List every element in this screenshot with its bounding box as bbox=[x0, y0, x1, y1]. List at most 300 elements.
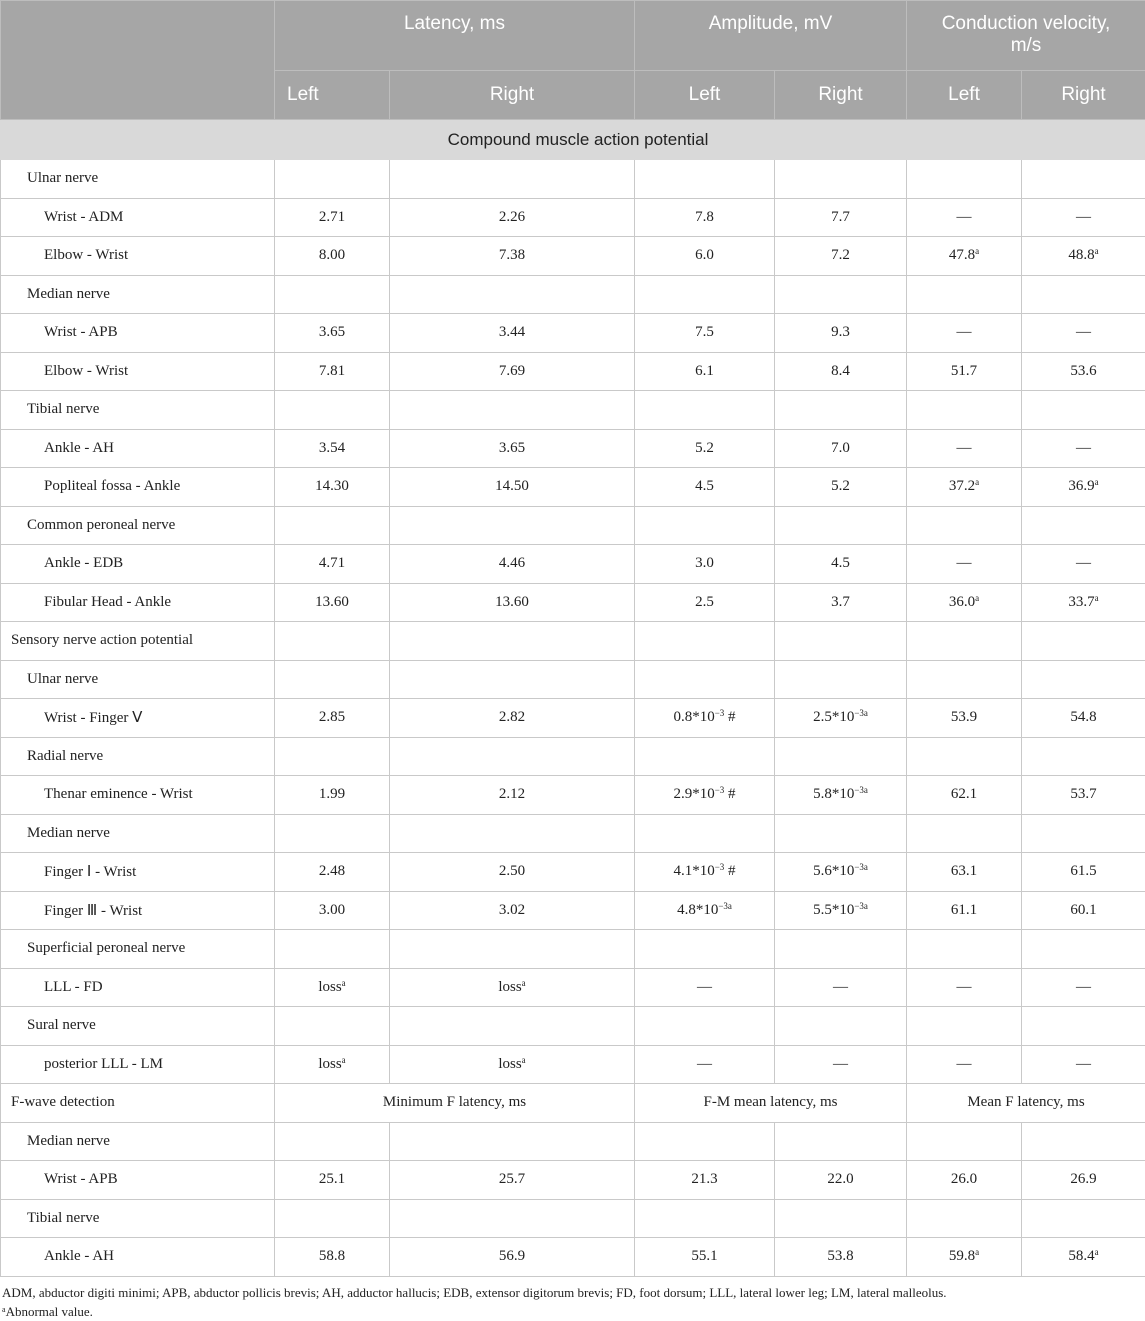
table-cell bbox=[907, 1045, 1022, 1084]
cell-value: 3.54 bbox=[319, 440, 345, 456]
cell-value: 53.9 bbox=[951, 709, 977, 725]
nerve-label: Tibial nerve bbox=[1, 391, 275, 430]
table-cell bbox=[907, 237, 1022, 276]
table-cell bbox=[775, 468, 907, 507]
table-cell bbox=[1022, 583, 1145, 622]
cell-superscript: a bbox=[1095, 593, 1099, 603]
cell-value: 53.6 bbox=[1070, 363, 1096, 379]
table-cell bbox=[635, 776, 775, 815]
table-row bbox=[1, 891, 1145, 930]
table-cell bbox=[390, 776, 635, 815]
table-cell bbox=[1022, 660, 1145, 699]
header-amplitude-left: Left bbox=[635, 71, 775, 120]
table-row bbox=[1, 853, 1145, 892]
table-row bbox=[1, 699, 1145, 738]
cell-value: 7.69 bbox=[499, 363, 525, 379]
cell-value: 3.0 bbox=[695, 555, 714, 571]
cell-value: 60.1 bbox=[1070, 902, 1096, 918]
table-row bbox=[1, 1161, 1145, 1200]
cell-value: — bbox=[1076, 1056, 1091, 1072]
table-cell bbox=[907, 660, 1022, 699]
table-cell bbox=[775, 814, 907, 853]
table-row bbox=[1, 1007, 1145, 1046]
cell-value: 7.5 bbox=[695, 324, 714, 340]
table-cell bbox=[1022, 391, 1145, 430]
footnote-abbreviations: ADM, abductor digiti minimi; APB, abductor pollicis brevis; AH, adductor hallucis; EDB, extensor digitorum brevis; FD, foot dorsum; LLL, lateral lower leg; LM, lateral malleolus. bbox=[2, 1283, 947, 1302]
footnote-abnormal-marker: a bbox=[2, 1305, 6, 1314]
cell-value: 62.1 bbox=[951, 786, 977, 802]
table-cell bbox=[907, 275, 1022, 314]
cell-value: 7.38 bbox=[499, 247, 525, 263]
table-cell bbox=[390, 160, 635, 199]
table-row bbox=[1, 776, 1145, 815]
table-cell bbox=[390, 699, 635, 738]
cell-value: 2.9*10 bbox=[673, 786, 714, 802]
table-cell bbox=[907, 1161, 1022, 1200]
cell-value: 3.00 bbox=[319, 902, 345, 918]
table-cell bbox=[275, 968, 390, 1007]
nerve-label: Radial nerve bbox=[1, 737, 275, 776]
table-row bbox=[1, 275, 1145, 314]
table-cell bbox=[390, 660, 635, 699]
header-empty-cell bbox=[1, 1, 275, 120]
table-row bbox=[1, 429, 1145, 468]
cell-value: 8.00 bbox=[319, 247, 345, 263]
cell-superscript: a bbox=[1095, 477, 1099, 487]
cell-value: 2.5 bbox=[695, 594, 714, 610]
table-cell bbox=[390, 429, 635, 468]
table-cell bbox=[775, 968, 907, 1007]
cell-value: — bbox=[957, 1056, 972, 1072]
segment-label: posterior LLL - LM bbox=[1, 1045, 275, 1084]
table-cell bbox=[907, 891, 1022, 930]
table-cell bbox=[275, 814, 390, 853]
table-cell bbox=[775, 737, 907, 776]
table-cell bbox=[1022, 1007, 1145, 1046]
table-cell bbox=[775, 1238, 907, 1277]
fwave-header-row bbox=[1, 1084, 1145, 1123]
table-row bbox=[1, 314, 1145, 353]
cell-value: — bbox=[957, 209, 972, 225]
table-cell bbox=[275, 391, 390, 430]
segment-label: Thenar eminence - Wrist bbox=[1, 776, 275, 815]
table-row bbox=[1, 545, 1145, 584]
table-cell bbox=[775, 314, 907, 353]
table-cell bbox=[390, 391, 635, 430]
table-row bbox=[1, 506, 1145, 545]
cell-value: 3.65 bbox=[319, 324, 345, 340]
cell-value: — bbox=[957, 324, 972, 340]
table-cell bbox=[775, 237, 907, 276]
table-cell bbox=[390, 1045, 635, 1084]
table-cell bbox=[275, 930, 390, 969]
cell-value: 53.8 bbox=[827, 1248, 853, 1264]
table-cell bbox=[635, 506, 775, 545]
cell-value: 51.7 bbox=[951, 363, 977, 379]
cell-value: 36.9 bbox=[1068, 478, 1094, 494]
cell-value: 55.1 bbox=[691, 1248, 717, 1264]
table-cell bbox=[390, 545, 635, 584]
cell-value: 2.50 bbox=[499, 863, 525, 879]
cell-value: 26.9 bbox=[1070, 1171, 1096, 1187]
table-cell bbox=[775, 352, 907, 391]
table-row bbox=[1, 814, 1145, 853]
table-cell bbox=[775, 275, 907, 314]
cell-value: loss bbox=[318, 979, 341, 995]
table-cell bbox=[275, 545, 390, 584]
cell-superscript: a bbox=[522, 1055, 526, 1065]
cell-value: — bbox=[957, 979, 972, 995]
cell-value: 2.85 bbox=[319, 709, 345, 725]
cell-value: 61.5 bbox=[1070, 863, 1096, 879]
cell-value: 1.99 bbox=[319, 786, 345, 802]
fwave-fm-latency-header: F-M mean latency, ms bbox=[635, 1084, 907, 1123]
table-cell bbox=[907, 737, 1022, 776]
cell-value: 5.5*10 bbox=[813, 902, 854, 918]
segment-label: Ankle - AH bbox=[1, 429, 275, 468]
table-cell bbox=[635, 699, 775, 738]
cell-marker: # bbox=[724, 709, 735, 725]
table-row bbox=[1, 198, 1145, 237]
table-cell bbox=[1022, 699, 1145, 738]
nerve-label: Median nerve bbox=[1, 1122, 275, 1161]
cell-marker: # bbox=[724, 786, 735, 802]
segment-label: Finger Ⅰ - Wrist bbox=[1, 853, 275, 892]
section-title-cmap: Compound muscle action potential bbox=[1, 120, 1145, 160]
table-cell bbox=[635, 583, 775, 622]
cell-value: 14.30 bbox=[315, 478, 349, 494]
table-cell bbox=[1022, 1122, 1145, 1161]
cell-value: 3.65 bbox=[499, 440, 525, 456]
cell-superscript: −3a bbox=[854, 901, 868, 911]
segment-label: Finger Ⅲ - Wrist bbox=[1, 891, 275, 930]
cell-value: 22.0 bbox=[827, 1171, 853, 1187]
table-row bbox=[1, 968, 1145, 1007]
table-cell bbox=[907, 506, 1022, 545]
table-cell bbox=[275, 468, 390, 507]
cell-value: — bbox=[697, 1056, 712, 1072]
table-cell bbox=[390, 853, 635, 892]
table-cell bbox=[1022, 853, 1145, 892]
cell-superscript: a bbox=[342, 1055, 346, 1065]
table-cell bbox=[907, 545, 1022, 584]
cell-superscript: −3a bbox=[718, 901, 732, 911]
table-cell bbox=[390, 1238, 635, 1277]
cell-superscript: a bbox=[1095, 246, 1099, 256]
table-row bbox=[1, 660, 1145, 699]
header-cv-left: Left bbox=[907, 71, 1022, 120]
subsection-label: Sensory nerve action potential bbox=[1, 622, 275, 661]
table-cell bbox=[775, 583, 907, 622]
cell-value: 2.82 bbox=[499, 709, 525, 725]
table-cell bbox=[907, 1122, 1022, 1161]
table-cell bbox=[775, 776, 907, 815]
table-cell bbox=[775, 622, 907, 661]
cell-superscript: a bbox=[1095, 1247, 1099, 1257]
table-cell bbox=[635, 1199, 775, 1238]
cell-value: 3.44 bbox=[499, 324, 525, 340]
table-cell bbox=[275, 583, 390, 622]
table-cell bbox=[390, 583, 635, 622]
table-cell bbox=[1022, 930, 1145, 969]
cell-value: 6.0 bbox=[695, 247, 714, 263]
cell-value: 59.8 bbox=[949, 1248, 975, 1264]
table-cell bbox=[775, 160, 907, 199]
table-row bbox=[1, 622, 1145, 661]
cell-value: 5.2 bbox=[695, 440, 714, 456]
table-cell bbox=[907, 468, 1022, 507]
table-row bbox=[1, 468, 1145, 507]
cell-value: 48.8 bbox=[1068, 247, 1094, 263]
table-cell bbox=[1022, 814, 1145, 853]
table-row bbox=[1, 1045, 1145, 1084]
table-cell bbox=[635, 891, 775, 930]
table-cell bbox=[390, 468, 635, 507]
cell-superscript: −3a bbox=[854, 862, 868, 872]
header-conduction-velocity bbox=[907, 1, 1145, 71]
table-cell bbox=[907, 160, 1022, 199]
table-cell bbox=[390, 1199, 635, 1238]
table-cell bbox=[635, 853, 775, 892]
table-cell bbox=[635, 930, 775, 969]
table-cell bbox=[635, 814, 775, 853]
table-cell bbox=[1022, 198, 1145, 237]
table-cell bbox=[635, 429, 775, 468]
cell-value: 2.12 bbox=[499, 786, 525, 802]
table-cell bbox=[1022, 622, 1145, 661]
table-cell bbox=[635, 545, 775, 584]
table-cell bbox=[275, 853, 390, 892]
cell-value: — bbox=[1076, 209, 1091, 225]
table-cell bbox=[907, 853, 1022, 892]
cell-value: 7.7 bbox=[831, 209, 850, 225]
header-amplitude-right: Right bbox=[775, 71, 907, 120]
header-amplitude: Amplitude, mV bbox=[635, 1, 907, 71]
table-cell bbox=[390, 314, 635, 353]
table-cell bbox=[275, 737, 390, 776]
table-cell bbox=[275, 1161, 390, 1200]
cell-value: 7.8 bbox=[695, 209, 714, 225]
table-cell bbox=[775, 891, 907, 930]
table-cell bbox=[775, 545, 907, 584]
table-cell bbox=[390, 930, 635, 969]
cell-value: — bbox=[1076, 555, 1091, 571]
table-cell bbox=[1022, 275, 1145, 314]
cell-value: 4.5 bbox=[695, 478, 714, 494]
table-row bbox=[1, 1122, 1145, 1161]
table-cell bbox=[390, 622, 635, 661]
cell-value: 4.5 bbox=[831, 555, 850, 571]
cell-superscript: a bbox=[342, 978, 346, 988]
cell-value: 3.02 bbox=[499, 902, 525, 918]
cell-value: 5.2 bbox=[831, 478, 850, 494]
cell-value: loss bbox=[318, 1056, 341, 1072]
table-cell bbox=[390, 237, 635, 276]
cell-value: 4.46 bbox=[499, 555, 525, 571]
cell-value: 58.4 bbox=[1068, 1248, 1094, 1264]
table-cell bbox=[390, 814, 635, 853]
table-cell bbox=[775, 660, 907, 699]
cell-value: 7.2 bbox=[831, 247, 850, 263]
cell-value: 4.1*10 bbox=[673, 863, 714, 879]
table-cell bbox=[635, 314, 775, 353]
cell-value: 54.8 bbox=[1070, 709, 1096, 725]
cell-value: 37.2 bbox=[949, 478, 975, 494]
table-row bbox=[1, 930, 1145, 969]
cell-value: 7.81 bbox=[319, 363, 345, 379]
cell-value: 2.71 bbox=[319, 209, 345, 225]
cell-value: — bbox=[957, 440, 972, 456]
table-cell bbox=[1022, 160, 1145, 199]
cell-value: loss bbox=[498, 979, 521, 995]
table-cell bbox=[635, 1045, 775, 1084]
cell-value: 25.7 bbox=[499, 1171, 525, 1187]
cell-value: 6.1 bbox=[695, 363, 714, 379]
table-cell bbox=[275, 429, 390, 468]
cell-value: 21.3 bbox=[691, 1171, 717, 1187]
segment-label: Ankle - AH bbox=[1, 1238, 275, 1277]
cmap-section bbox=[1, 120, 1145, 1084]
cell-value: 36.0 bbox=[949, 594, 975, 610]
table-cell bbox=[390, 1122, 635, 1161]
table-cell bbox=[635, 737, 775, 776]
table-cell bbox=[275, 1238, 390, 1277]
table-cell bbox=[275, 1045, 390, 1084]
table-row bbox=[1, 737, 1145, 776]
table-cell bbox=[635, 391, 775, 430]
cell-superscript: a bbox=[522, 978, 526, 988]
table-cell bbox=[635, 198, 775, 237]
cell-value: 61.1 bbox=[951, 902, 977, 918]
table-cell bbox=[275, 1007, 390, 1046]
table-cell bbox=[635, 622, 775, 661]
table-cell bbox=[907, 314, 1022, 353]
table-cell bbox=[1022, 352, 1145, 391]
table-cell bbox=[1022, 737, 1145, 776]
segment-label: LLL - FD bbox=[1, 968, 275, 1007]
table-cell bbox=[775, 853, 907, 892]
nerve-label: Median nerve bbox=[1, 814, 275, 853]
segment-label: Fibular Head - Ankle bbox=[1, 583, 275, 622]
table-row bbox=[1, 237, 1145, 276]
table-cell bbox=[907, 699, 1022, 738]
cell-value: — bbox=[697, 979, 712, 995]
table-cell bbox=[1022, 1045, 1145, 1084]
segment-label: Ankle - EDB bbox=[1, 545, 275, 584]
table-cell bbox=[635, 468, 775, 507]
table-cell bbox=[390, 891, 635, 930]
table-cell bbox=[775, 1199, 907, 1238]
cell-value: 0.8*10 bbox=[673, 709, 714, 725]
table-row bbox=[1, 1199, 1145, 1238]
cell-value: — bbox=[1076, 979, 1091, 995]
table-cell bbox=[1022, 429, 1145, 468]
cell-value: 47.8 bbox=[949, 247, 975, 263]
nerve-label: Median nerve bbox=[1, 275, 275, 314]
cell-value: 56.9 bbox=[499, 1248, 525, 1264]
table-cell bbox=[907, 1007, 1022, 1046]
cell-value: loss bbox=[498, 1056, 521, 1072]
cell-value: 5.8*10 bbox=[813, 786, 854, 802]
cell-superscript: −3a bbox=[854, 708, 868, 718]
table-cell bbox=[907, 968, 1022, 1007]
table-cell bbox=[275, 622, 390, 661]
table-cell bbox=[775, 1122, 907, 1161]
table-row bbox=[1, 352, 1145, 391]
table-cell bbox=[907, 930, 1022, 969]
cell-value: 2.5*10 bbox=[813, 709, 854, 725]
segment-label: Wrist - APB bbox=[1, 1161, 275, 1200]
header-latency-right: Right bbox=[390, 71, 635, 120]
cell-value: 25.1 bbox=[319, 1171, 345, 1187]
table-cell bbox=[775, 198, 907, 237]
table-cell bbox=[1022, 1161, 1145, 1200]
fwave-min-latency-header: Minimum F latency, ms bbox=[275, 1084, 635, 1123]
table-cell bbox=[907, 1199, 1022, 1238]
table-cell bbox=[907, 622, 1022, 661]
nerve-label: Superficial peroneal nerve bbox=[1, 930, 275, 969]
table-cell bbox=[907, 1238, 1022, 1277]
header-cv-line1: Conduction velocity, bbox=[942, 13, 1111, 34]
table-row bbox=[1, 583, 1145, 622]
cell-value: 2.48 bbox=[319, 863, 345, 879]
cell-value: 3.7 bbox=[831, 594, 850, 610]
table-cell bbox=[275, 699, 390, 738]
table-cell bbox=[390, 506, 635, 545]
table-cell bbox=[907, 583, 1022, 622]
table-cell bbox=[275, 314, 390, 353]
segment-label: Wrist - APB bbox=[1, 314, 275, 353]
table-cell bbox=[275, 776, 390, 815]
table-cell bbox=[275, 891, 390, 930]
cell-value: 8.4 bbox=[831, 363, 850, 379]
cell-value: — bbox=[957, 555, 972, 571]
cell-marker: # bbox=[724, 863, 735, 879]
table-cell bbox=[775, 930, 907, 969]
table-cell bbox=[390, 198, 635, 237]
table-cell bbox=[390, 737, 635, 776]
segment-label: Wrist - ADM bbox=[1, 198, 275, 237]
table-cell bbox=[775, 699, 907, 738]
footnote-abnormal-text: Abnormal value. bbox=[6, 1304, 93, 1319]
table-cell bbox=[275, 275, 390, 314]
table-cell bbox=[390, 275, 635, 314]
cell-value: — bbox=[1076, 440, 1091, 456]
table-cell bbox=[275, 198, 390, 237]
table-cell bbox=[1022, 1199, 1145, 1238]
table-cell bbox=[907, 429, 1022, 468]
header-cv-line2: m/s bbox=[1011, 35, 1042, 56]
cell-superscript: −3 bbox=[715, 862, 725, 872]
table-cell bbox=[775, 391, 907, 430]
table-row bbox=[1, 160, 1145, 199]
cell-value: 7.0 bbox=[831, 440, 850, 456]
cell-value: 13.60 bbox=[495, 594, 529, 610]
cell-superscript: a bbox=[975, 246, 979, 256]
cell-value: 13.60 bbox=[315, 594, 349, 610]
table-cell bbox=[775, 1045, 907, 1084]
cell-value: 2.26 bbox=[499, 209, 525, 225]
table-cell bbox=[635, 1238, 775, 1277]
table-cell bbox=[275, 1122, 390, 1161]
segment-label: Wrist - Finger Ⅴ bbox=[1, 699, 275, 738]
cell-value: 4.71 bbox=[319, 555, 345, 571]
table-cell bbox=[775, 429, 907, 468]
cell-superscript: a bbox=[975, 1247, 979, 1257]
table-cell bbox=[1022, 776, 1145, 815]
table-cell bbox=[635, 352, 775, 391]
fwave-header-section bbox=[1, 1084, 1145, 1123]
